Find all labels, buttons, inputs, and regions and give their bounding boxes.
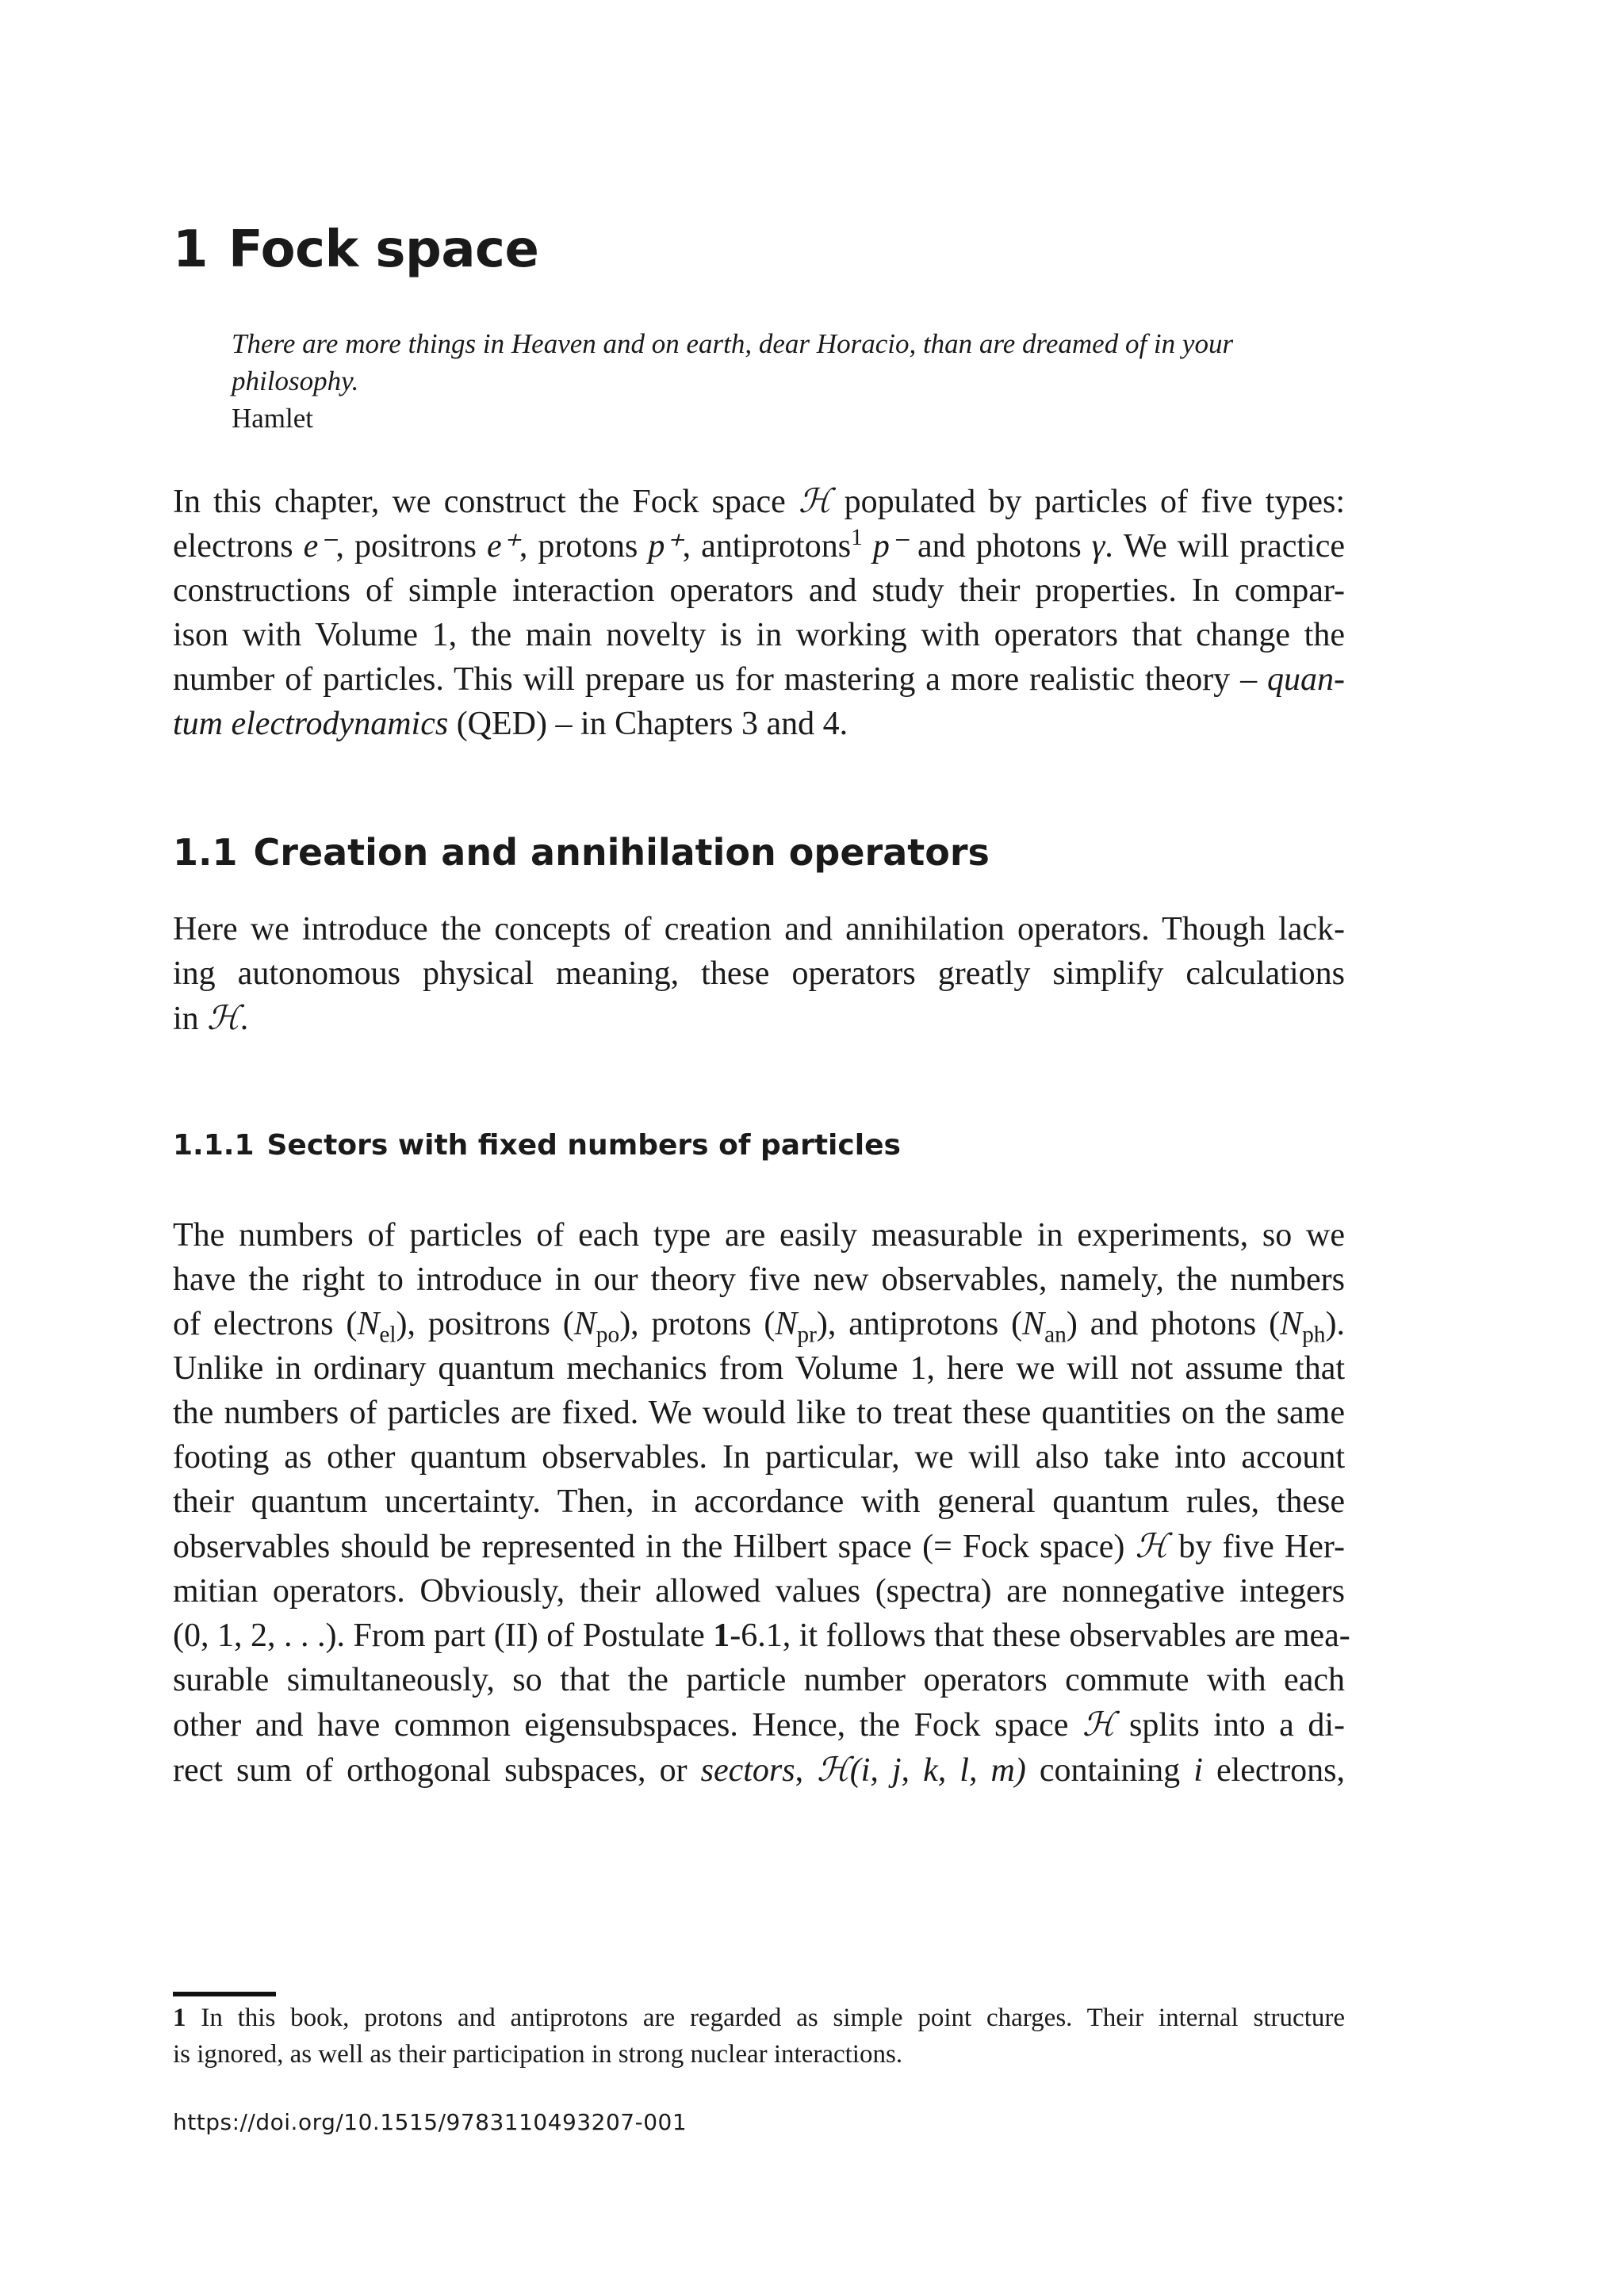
intro-line: electrons e⁻, positrons e⁺, protons p⁺, antiprotons$^1$ p⁻ and photons γ. We will practice bbox=[173, 525, 1346, 565]
body-line: their quantum uncertainty. Then, in accordance with general quantum rules, these bbox=[173, 1483, 1345, 1520]
body-line: of electrons $(N_{el})$, positrons $(N_{po})$, protons $(N_{pr})$, antiprotons $(N_{an})$ and photons $(N_{ph})$. bbox=[173, 1306, 1345, 1348]
body-line: footing as other quantum observables. In particular, we will also take into account bbox=[173, 1439, 1345, 1476]
body-line: The numbers of particles of each type are easily measurable in experiments, so we bbox=[173, 1217, 1345, 1254]
section-line: ing autonomous physical meaning, these operators greatly simplify calculations bbox=[173, 955, 1345, 992]
subsection-number: 1.1.1 bbox=[173, 1129, 255, 1162]
footnote-rule bbox=[173, 1992, 276, 1996]
body-line: mitian operators. Obviously, their allowed values (spectra) are nonnegative integers bbox=[173, 1573, 1345, 1610]
body-line: observables should be represented in the Hilbert space (= Fock space) ℋ by five Her- bbox=[173, 1526, 1346, 1565]
intro-paragraph bbox=[173, 479, 1345, 746]
fock-space-symbol: ℋ bbox=[798, 481, 832, 520]
footnote bbox=[173, 2000, 1345, 2073]
body-line: Unlike in ordinary quantum mechanics from Volume 1, here we will not assume that bbox=[173, 1350, 1345, 1387]
body-line: the numbers of particles are fixed. We would like to treat these quantities on the same bbox=[173, 1395, 1345, 1431]
body-line: other and have common eigensubspaces. Hence, the Fock space ℋ splits into a di- bbox=[173, 1705, 1346, 1744]
footnote-marker: 1 bbox=[851, 525, 863, 550]
section-line: in ℋ. bbox=[173, 998, 249, 1037]
epigraph bbox=[232, 325, 1342, 437]
section-title-text: Creation and annihilation operators bbox=[253, 831, 990, 874]
footnote-line: 1 In this book, protons and antiprotons are regarded as simple point charges. Their internal structure bbox=[173, 2004, 1345, 2032]
section-line: Here we introduce the concepts of creation and annihilation operators. Though lack- bbox=[173, 911, 1345, 947]
doi-link[interactable]: https://doi.org/10.1515/9783110493207-001 bbox=[173, 2109, 688, 2135]
subsection-title-text: Sectors with fixed numbers of particles bbox=[266, 1129, 901, 1162]
epigraph-quote-line-2: philosophy. bbox=[232, 366, 359, 396]
intro-line: ison with Volume 1, the main novelty is in working with operators that change the bbox=[173, 617, 1345, 653]
body-line: (0, 1, 2, . . .). From part (II) of Postulate 1-6.1, it follows that these observables are mea- bbox=[173, 1617, 1350, 1654]
body-line: rect sum of orthogonal subspaces, or sectors, ℋ(i, j, k, l, m) containing i electrons, bbox=[173, 1750, 1346, 1789]
section-title bbox=[173, 831, 990, 874]
section-number: 1.1 bbox=[173, 831, 238, 874]
intro-line: tum electrodynamics (QED) – in Chapters 3 and 4. bbox=[173, 706, 848, 742]
epigraph-attribution: Hamlet bbox=[232, 403, 314, 434]
intro-line: In this chapter, we construct the Fock space ℋ populated by particles of five types: bbox=[173, 481, 1345, 520]
chapter-number: 1 bbox=[173, 220, 209, 279]
chapter-title bbox=[173, 220, 538, 279]
body-line: have the right to introduce in our theory five new observables, namely, the numbers bbox=[173, 1261, 1345, 1298]
body-line: surable simultaneously, so that the particle number operators commute with each bbox=[173, 1662, 1345, 1698]
chapter-title-text: Fock space bbox=[228, 220, 539, 279]
body-paragraph bbox=[173, 1213, 1350, 1793]
section-paragraph bbox=[173, 907, 1345, 1041]
epigraph-quote-line-1: There are more things in Heaven and on earth, dear Horacio, than are dreamed of in your bbox=[232, 328, 1234, 359]
intro-line: number of particles. This will prepare us for mastering a more realistic theory – quan- bbox=[173, 661, 1346, 698]
subsection-title bbox=[173, 1129, 901, 1162]
footnote-line: is ignored, as well as their participation in strong nuclear interactions. bbox=[173, 2040, 903, 2069]
intro-line: constructions of simple interaction operators and study their properties. In compar- bbox=[173, 572, 1345, 609]
footnote-number: 1 bbox=[173, 2004, 186, 2032]
